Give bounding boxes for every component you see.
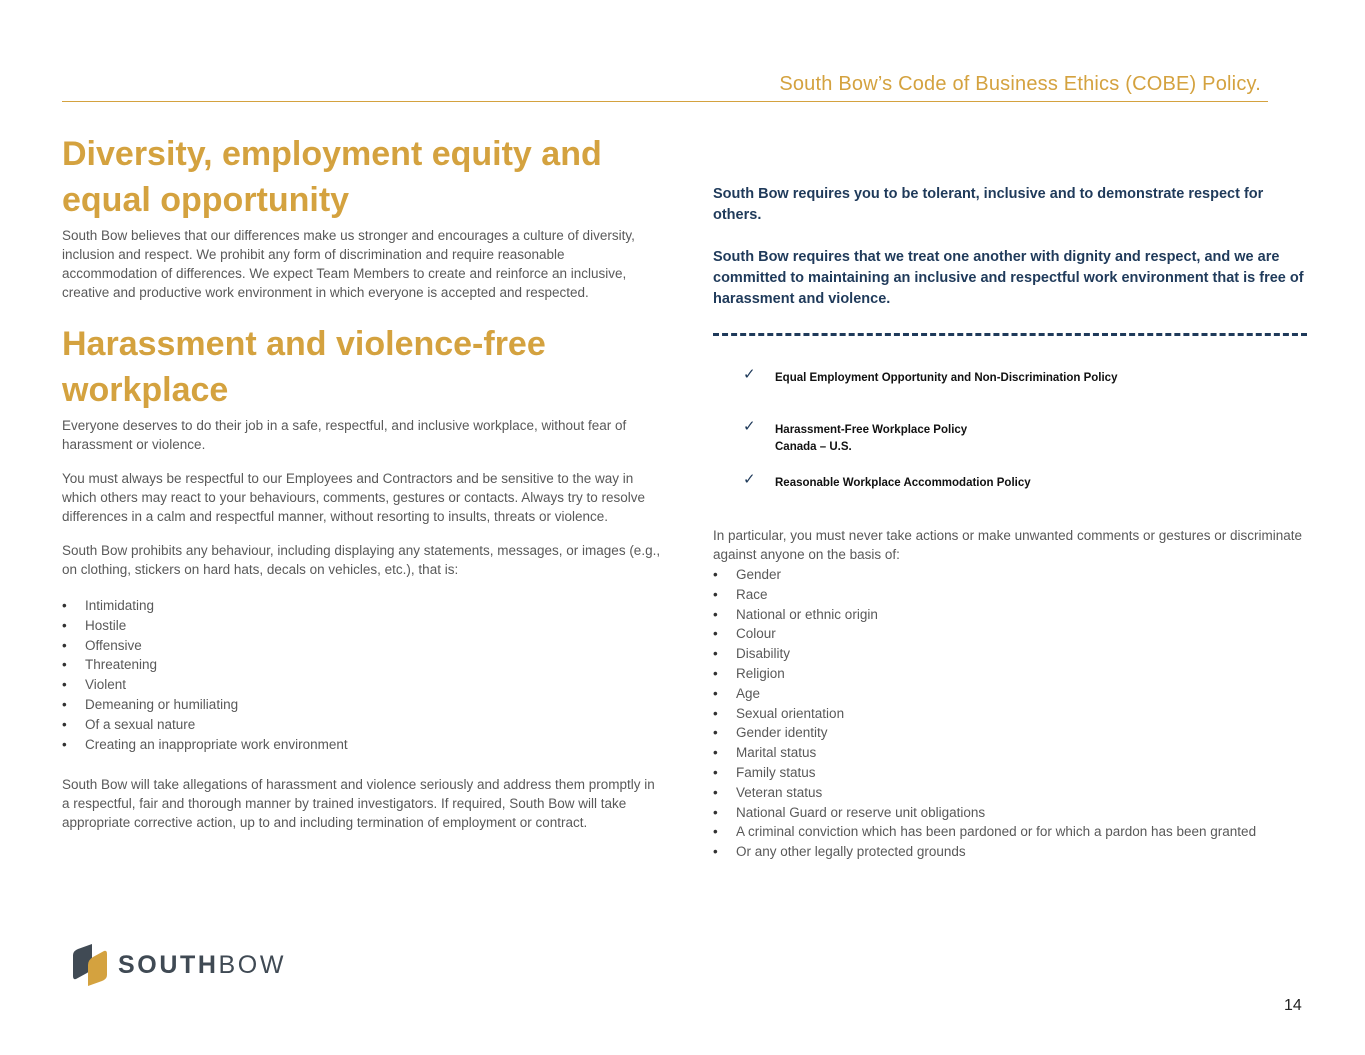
- south-bow-logo: [70, 943, 286, 987]
- header-divider: [62, 101, 1268, 102]
- policy-item-harassment-free[interactable]: [713, 418, 1309, 456]
- harassment-heading: [62, 321, 662, 413]
- harassment-paragraph-2: You must always be respectful to our Employees and Contractors and be sensitive to the way in which others may react to your behaviours, comments, gestures or contacts. Always try to resolve differences in a calm and respectful manner, without resorting to insults, threats or violence.: [62, 471, 645, 524]
- harassment-paragraph-4: South Bow will take allegations of harassment and violence seriously and address them promptly in a respectful, fair and thorough manner by trained investigators. If required, South Bow will take appropriate corrective action, up to and including termination of employment or contract.: [62, 777, 655, 831]
- diversity-heading-line2: equal opportunity: [62, 181, 350, 219]
- callout-respect: South Bow requires you to be tolerant, inclusive and to demonstrate respect for others.: [713, 186, 1264, 223]
- list-item: • Creating an inappropriate work environment: [62, 735, 662, 755]
- checkmark-icon: ✓: [743, 418, 756, 435]
- list-item: • A criminal conviction which has been pardoned or for which a pardon has been granted: [713, 822, 1309, 842]
- list-item: • National or ethnic origin: [713, 605, 1309, 625]
- left-column: [62, 131, 662, 832]
- right-column: [713, 184, 1309, 862]
- list-item: • Threatening: [62, 655, 662, 675]
- page-header-title: South Bow’s Code of Business Ethics (COBE) Policy.: [779, 73, 1261, 95]
- list-item: • Gender: [713, 565, 1309, 585]
- list-item: • Family status: [713, 763, 1309, 783]
- harassment-heading-line1: Harassment and violence-free: [62, 325, 546, 363]
- list-item: • Of a sexual nature: [62, 715, 662, 735]
- checkmark-icon: ✓: [743, 366, 756, 383]
- policy-title[interactable]: Harassment-Free Workplace Policy: [775, 424, 968, 436]
- harassment-paragraph-3: South Bow prohibits any behaviour, including displaying any statements, messages, or images (e.g., on clothing, stickers on hard hats, decals on vehicles, etc.), that is:: [62, 543, 661, 577]
- list-item: • Intimidating: [62, 596, 662, 616]
- list-item: • Sexual orientation: [713, 704, 1309, 724]
- dashed-divider: [713, 333, 1307, 336]
- diversity-section: [62, 131, 662, 302]
- protected-grounds-list: [713, 565, 1309, 862]
- page-number: 14: [1284, 997, 1302, 1014]
- diversity-heading-line1: Diversity, employment equity and: [62, 135, 602, 173]
- list-item: • Colour: [713, 624, 1309, 644]
- list-item: • Marital status: [713, 743, 1309, 763]
- harassment-section: [62, 321, 662, 832]
- list-item: • Age: [713, 684, 1309, 704]
- grounds-intro: In particular, you must never take actions or make unwanted comments or gestures or discriminate against anyone on the basis of:: [713, 528, 1303, 562]
- list-item: • Violent: [62, 675, 662, 695]
- policy-item-equal-employment[interactable]: [713, 366, 1309, 387]
- diversity-body: South Bow believes that our differences make us stronger and encourages a culture of diversity, inclusion and respect. We prohibit any form of discrimination and require reasonable accommodation of differences. We expect Team Members to create and reinforce an inclusive, creative and productive work environment in which everyone is accepted and respected.: [62, 228, 635, 300]
- diversity-heading: [62, 131, 662, 223]
- policy-subtitle[interactable]: Canada – U.S.: [775, 441, 852, 453]
- list-item: • Religion: [713, 664, 1309, 684]
- logo-word-south: SOUTH: [118, 950, 219, 979]
- prohibited-behaviours-list: [62, 596, 662, 754]
- list-item: • Disability: [713, 644, 1309, 664]
- list-item: • Gender identity: [713, 723, 1309, 743]
- checkmark-icon: ✓: [743, 471, 756, 488]
- logo-wordmark: [118, 951, 286, 980]
- list-item: • Demeaning or humiliating: [62, 695, 662, 715]
- policy-title[interactable]: Equal Employment Opportunity and Non-Discrimination Policy: [775, 372, 1118, 384]
- list-item: • Or any other legally protected grounds: [713, 842, 1309, 862]
- list-item: • Veteran status: [713, 783, 1309, 803]
- list-item: • Race: [713, 585, 1309, 605]
- list-item: • Hostile: [62, 616, 662, 636]
- policy-title[interactable]: Reasonable Workplace Accommodation Policy: [775, 477, 1031, 489]
- policy-links: [713, 366, 1309, 492]
- harassment-paragraph-1: Everyone deserves to do their job in a safe, respectful, and inclusive workplace, without fear of harassment or violence.: [62, 418, 627, 452]
- callout-dignity: South Bow requires that we treat one another with dignity and respect, and we are committed to maintaining an inclusive and respectful work environment that is free of harassment and violence.: [713, 249, 1304, 307]
- logo-word-bow: BOW: [218, 950, 287, 979]
- list-item: • Offensive: [62, 636, 662, 656]
- harassment-heading-line2: workplace: [62, 371, 229, 409]
- list-item: • National Guard or reserve unit obligations: [713, 803, 1309, 823]
- policy-item-accommodation[interactable]: [713, 471, 1309, 492]
- south-bow-logo-icon: [70, 943, 110, 987]
